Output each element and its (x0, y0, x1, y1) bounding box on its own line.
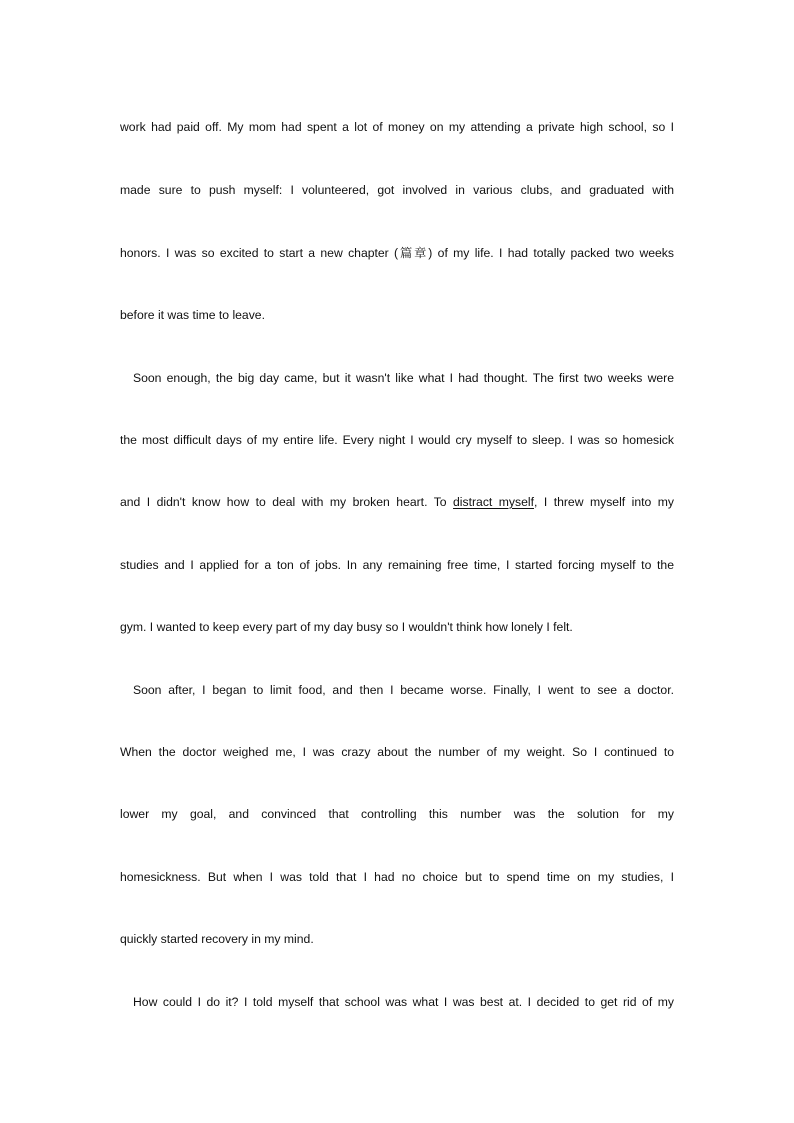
text-line: work had paid off. My mom had spent a lot of money on my attending a private high school, so I (120, 120, 674, 134)
text-line: gym. I wanted to keep every part of my day busy so I wouldn't think how lonely I felt. (120, 620, 573, 634)
paragraph-first-line: How could I do it? I told myself that school was what I was best at. I decided to get rid of my (133, 995, 674, 1009)
text-line: studies and I applied for a ton of jobs. In any remaining free time, I started forcing myself to the (120, 558, 674, 572)
paragraph-first-line: Soon after, I began to limit food, and then I became worse. Finally, I went to see a doctor. (133, 683, 674, 697)
text-line: before it was time to leave. (120, 308, 265, 322)
text-segment: and I didn't know how to deal with my broken heart. To (120, 495, 454, 509)
text-line: When the doctor weighed me, I was crazy about the number of my weight. So I continued to (120, 745, 674, 759)
text-line: homesickness. But when I was told that I had no choice but to spend time on my studies, I (120, 870, 674, 884)
paragraph-first-line: Soon enough, the big day came, but it wasn't like what I had thought. The first two weeks were (133, 371, 674, 385)
text-line: made sure to push myself: I volunteered, got involved in various clubs, and graduated with (120, 183, 674, 197)
underlined-phrase: distract myself (453, 495, 534, 509)
text-line (120, 493, 674, 511)
text-line: quickly started recovery in my mind. (120, 932, 314, 946)
text-line: the most difficult days of my entire life. Every night I would cry myself to sleep. I was so homesick (120, 433, 674, 447)
text-line: lower my goal, and convinced that controlling this number was the solution for my (120, 807, 674, 821)
text-line: honors. I was so excited to start a new chapter (篇章) of my life. I had totally packed two weeks (120, 246, 674, 260)
text-segment: , I threw myself into my (534, 495, 674, 509)
